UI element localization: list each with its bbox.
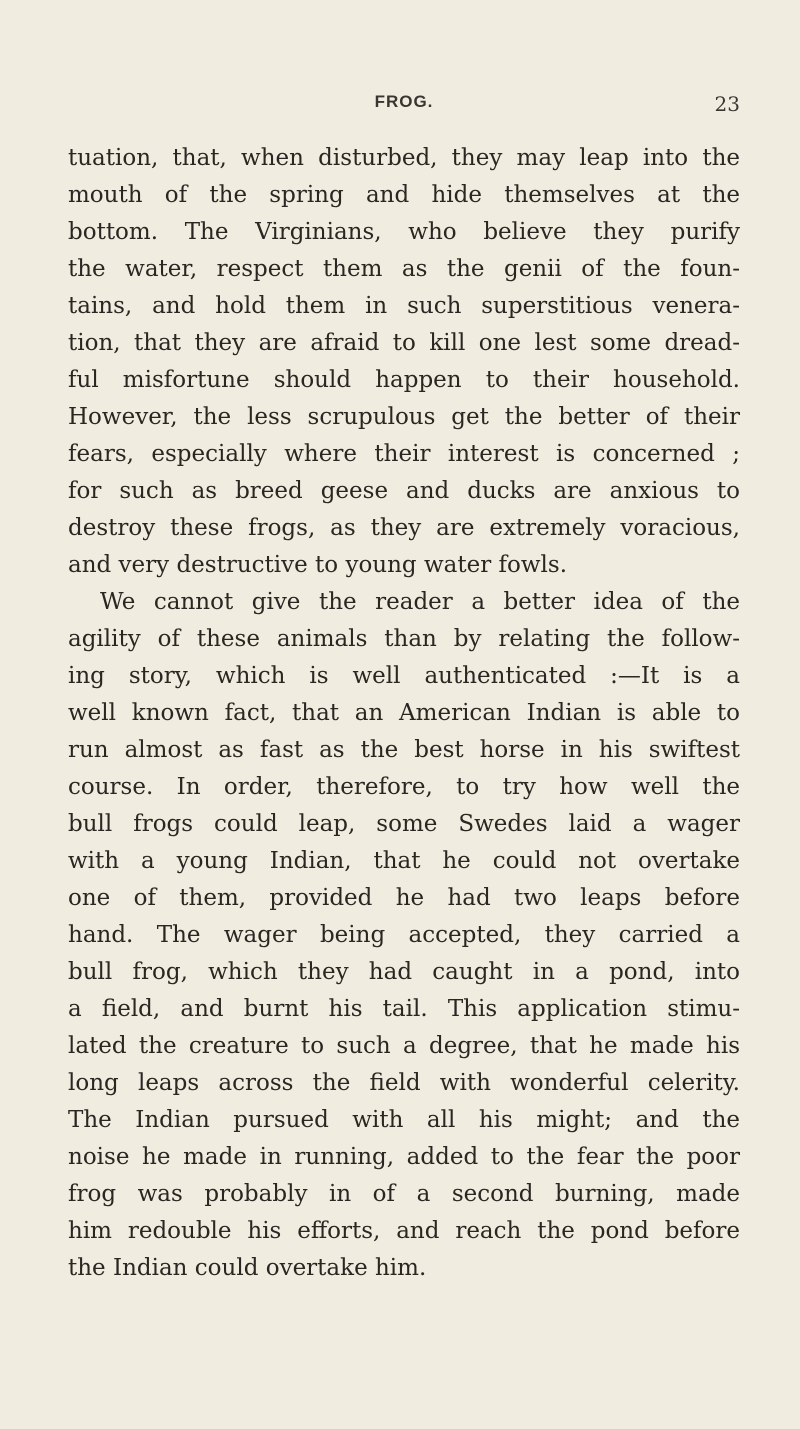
text-line: agility of these animals than by relating the follow- [68, 626, 740, 652]
text-line: noise he made in running, added to the fear the poor [68, 1144, 740, 1170]
text-line: hand. The wager being accepted, they carried a [68, 922, 740, 948]
text-line: tains, and hold them in such superstitious venera- [68, 293, 740, 319]
text-line: tion, that they are afraid to kill one lest some dread- [68, 330, 740, 356]
text-line: course. In order, therefore, to try how well the [68, 774, 740, 800]
running-head [68, 92, 740, 122]
text-line: lated the creature to such a degree, that he made his [68, 1033, 740, 1059]
text-line: ful misfortune should happen to their household. [68, 367, 740, 393]
text-line: bull frogs could leap, some Swedes laid a wager [68, 811, 740, 837]
text-line: bull frog, which they had caught in a pond, into [68, 959, 740, 985]
paragraph-end-line: and very destructive to young water fowls. [68, 552, 568, 578]
text-line: tuation, that, when disturbed, they may leap into the [68, 145, 740, 171]
text-line: well known fact, that an American Indian is able to [68, 700, 740, 726]
text-line: long leaps across the field with wonderful celerity. [68, 1070, 740, 1096]
text-line: one of them, provided he had two leaps before [68, 885, 740, 911]
text-line: mouth of the spring and hide themselves at the [68, 182, 740, 208]
text-line: However, the less scrupulous get the better of their [68, 404, 740, 430]
page-number: 23 [714, 92, 740, 116]
text-line: the water, respect them as the genii of the foun- [68, 256, 740, 282]
text-line: ing story, which is well authenticated :—It is a [68, 663, 740, 689]
body-text [68, 140, 740, 1287]
text-line: for such as breed geese and ducks are anxious to [68, 478, 740, 504]
text-line: with a young Indian, that he could not overtake [68, 848, 740, 874]
text-line: bottom. The Virginians, who believe they purify [68, 219, 740, 245]
text-line: run almost as fast as the best horse in his swiftest [68, 737, 740, 763]
text-line: a field, and burnt his tail. This application stimu- [68, 996, 740, 1022]
running-head-title: FROG. [374, 92, 434, 111]
text-line: frog was probably in of a second burning, made [68, 1181, 740, 1207]
text-line: destroy these frogs, as they are extremely voracious, [68, 515, 740, 541]
paragraph-start-line: We cannot give the reader a better idea of the [100, 589, 740, 615]
paragraph-end-line: the Indian could overtake him. [68, 1255, 427, 1281]
text-line: fears, especially where their interest is concerned ; [68, 441, 740, 467]
text-line: The Indian pursued with all his might; and the [68, 1107, 740, 1133]
text-line: him redouble his efforts, and reach the pond before [68, 1218, 740, 1244]
